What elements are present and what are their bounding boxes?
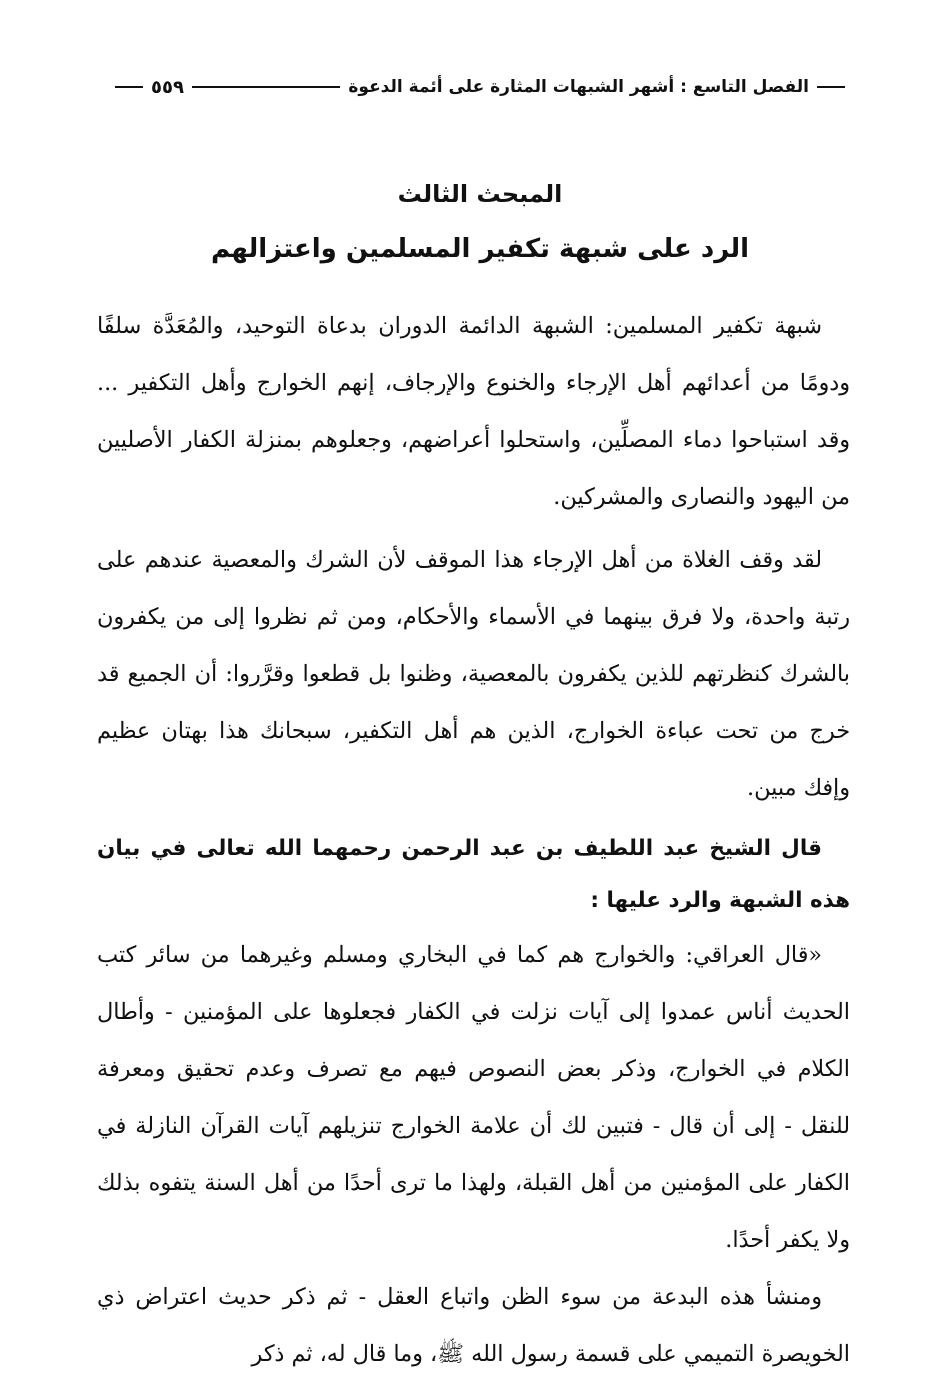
- page-number: ٥٥٩: [151, 76, 184, 98]
- header-rule-right: [817, 86, 845, 88]
- subject-heading: الرد على شبهة تكفير المسلمين واعتزالهم: [210, 234, 750, 264]
- paragraph-5: ومنشأ هذه البدعة من سوء الظن واتباع العقل - ثم ذكر حديث اعتراض ذي الخويصرة التميمي على قسمة رسول الله ﷺ، وما قال له، ثم ذكر: [97, 1284, 850, 1367]
- quote-intro: قال الشيخ عبد اللطيف بن عبد الرحمن رحمهما الله تعالى في بيان هذه الشبهة والرد عليها :: [97, 836, 850, 913]
- chapter-title: الفصل التاسع : أشهر الشبهات المثارة على أئمة الدعوة: [348, 77, 809, 97]
- paragraph-1: شبهة تكفير المسلمين: الشبهة الدائمة الدوران بدعاة التوحيد، والمُعَدَّة سلفًا ودومًا من أعدائهم أهل الإرجاء والخنوع والإرجاف، إنهم الخوارج وأهل التكفير ... وقد استباحوا دماء المصلِّين، واستحلوا أعراضهم، وجعلوهم بمنزلة الكفار الأصليين من اليهود والنصارى والمشركين.: [97, 313, 850, 510]
- running-header: [115, 70, 845, 104]
- header-rule-left: [115, 86, 143, 88]
- section-heading: المبحث الثالث: [397, 180, 563, 208]
- body-text: [97, 298, 850, 1383]
- quotation-paragraph: «قال العراقي: والخوارج هم كما في البخاري ومسلم وغيرهما من سائر كتب الحديث أناس عمدوا إلى آيات نزلت في الكفار فجعلوها على المؤمنين - وأطال الكلام في الخوارج، وذكر بعض النصوص فيهم مع تصرف وعدم تحقيق ومعرفة للنقل - إلى أن قال - فتبين لك أن علامة الخوارج تنزيلهم آيات القرآن النازلة في الكفار على المؤمنين من أهل القبلة، ولهذا ما ترى أحدًا من أهل السنة يتفوه بذلك ولا يكفر أحدًا.: [97, 942, 850, 1253]
- header-rule-middle: [192, 86, 340, 88]
- paragraph-2: لقد وقف الغلاة من أهل الإرجاء هذا الموقف لأن الشرك والمعصية عندهم على رتبة واحدة، ولا فرق بينهما في الأسماء والأحكام، ومن ثم نظروا إلى من يكفرون بالشرك كنظرتهم للذين يكفرون بالمعصية، وظنوا بل قطعوا وقرَّروا: أن الجميع قد خرج من تحت عباءة الخوارج، الذين هم أهل التكفير، سبحانك هذا بهتان عظيم وإفك مبين.: [97, 547, 850, 801]
